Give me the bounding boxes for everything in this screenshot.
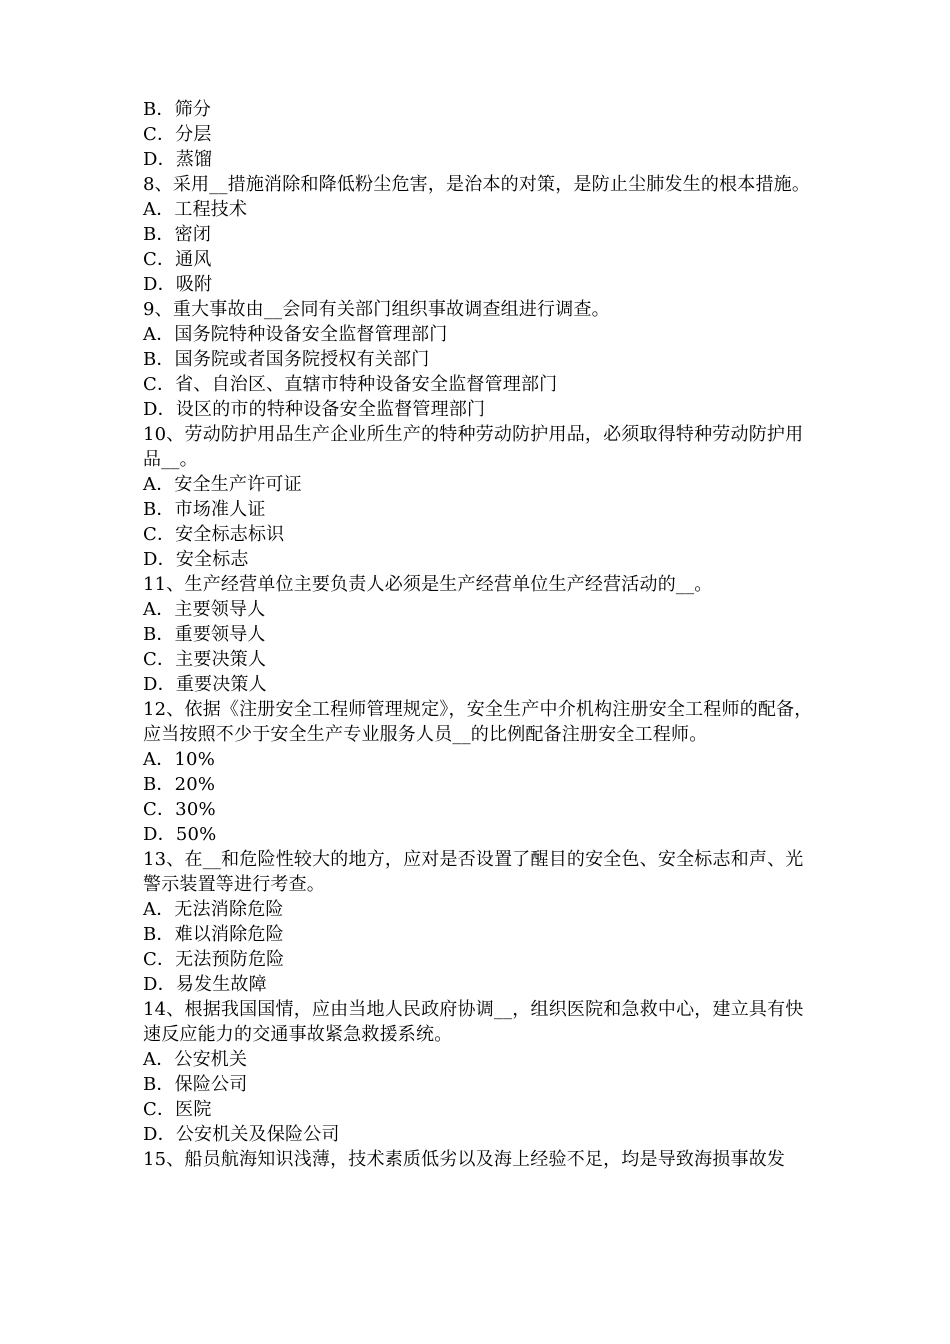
- option-c: C．医院: [143, 1099, 212, 1120]
- question-14: 14、根据我国国情，应由当地人民政府协调__，组织医院和急救中心，建立具有快速反应能力的交通事故紧急救援系统。: [143, 999, 804, 1045]
- option-b: B．市场准人证: [143, 499, 266, 520]
- question-11: 11、生产经营单位主要负责人必须是生产经营单位生产经营活动的__。: [143, 574, 713, 595]
- question-10: 10、劳动防护用品生产企业所生产的特种劳动防护用品，必须取得特种劳动防护用品__。: [143, 424, 804, 470]
- option-b: B．重要领导人: [143, 624, 266, 645]
- option-c: C．省、自治区、直辖市特种设备安全监督管理部门: [143, 374, 558, 395]
- option-d: D．易发生故障: [143, 974, 267, 995]
- option-d: D．设区的市的特种设备安全监督管理部门: [143, 399, 486, 420]
- question-15: 15、船员航海知识浅薄，技术素质低劣以及海上经验不足，均是导致海损事故发: [143, 1149, 786, 1170]
- option-c: C．通风: [143, 249, 212, 270]
- option-b: B．密闭: [143, 224, 212, 245]
- option-c: C．无法预防危险: [143, 949, 285, 970]
- option-c: C．分层: [143, 124, 212, 145]
- option-c: C．安全标志标识: [143, 524, 285, 545]
- option-b: B．国务院或者国务院授权有关部门: [143, 349, 430, 370]
- question-13: 13、在__和危险性较大的地方，应对是否设置了醒目的安全色、安全标志和声、光警示装置等进行考查。: [143, 849, 804, 895]
- option-b: B．20%: [143, 774, 216, 795]
- option-d: D．蒸馏: [143, 149, 213, 170]
- option-a: A．10%: [143, 749, 216, 770]
- option-d: D．安全标志: [143, 549, 249, 570]
- option-a: A．安全生产许可证: [143, 474, 302, 495]
- option-d: D．50%: [143, 824, 217, 845]
- option-a: A．工程技术: [143, 199, 248, 220]
- document-body: [143, 97, 815, 1172]
- option-b: B．保险公司: [143, 1074, 248, 1095]
- question-8: 8、采用__措施消除和降低粉尘危害，是治本的对策，是防止尘肺发生的根本措施。: [143, 174, 811, 195]
- option-d: D．吸附: [143, 274, 213, 295]
- question-12: 12、依据《注册安全工程师管理规定》，安全生产中介机构注册安全工程师的配备，应当按照不少于安全生产专业服务人员__的比例配备注册安全工程师。: [143, 699, 813, 745]
- option-a: A．主要领导人: [143, 599, 266, 620]
- option-a: A．无法消除危险: [143, 899, 284, 920]
- option-c: C．主要决策人: [143, 649, 267, 670]
- option-c: C．30%: [143, 799, 216, 820]
- option-a: A．公安机关: [143, 1049, 248, 1070]
- option-b: B．难以消除危险: [143, 924, 284, 945]
- option-d: D．重要决策人: [143, 674, 267, 695]
- option-a: A．国务院特种设备安全监督管理部门: [143, 324, 448, 345]
- option-d: D．公安机关及保险公司: [143, 1124, 340, 1145]
- question-9: 9、重大事故由__会同有关部门组织事故调查组进行调查。: [143, 299, 610, 320]
- option-b: B．筛分: [143, 99, 212, 120]
